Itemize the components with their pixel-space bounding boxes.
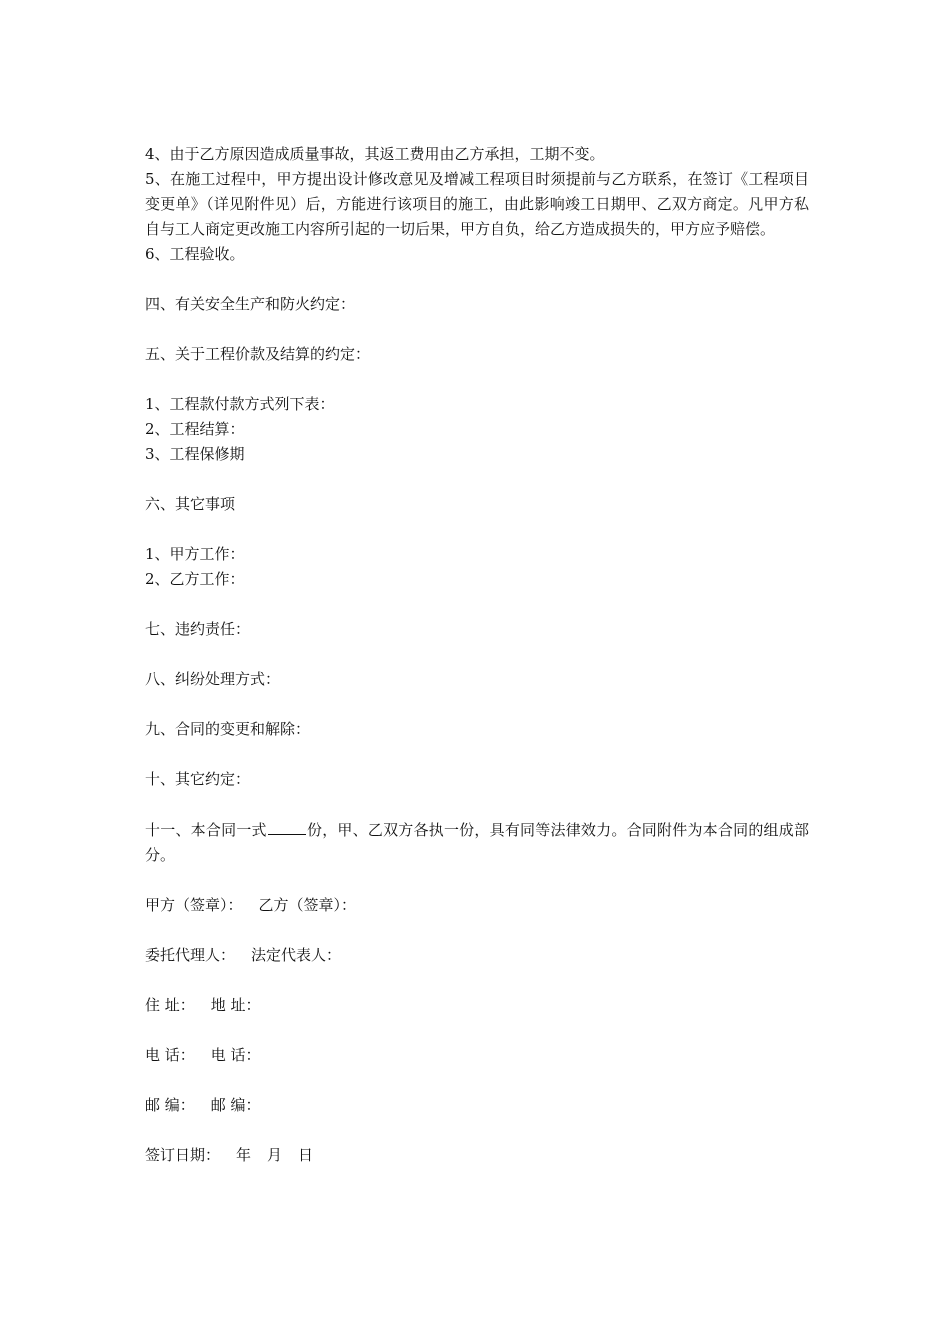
spacer [145, 517, 809, 542]
section-5-item-1: 1、工程款付款方式列下表： [145, 395, 335, 413]
sign-date-label: 签订日期： [145, 1146, 221, 1164]
spacer [145, 968, 809, 993]
date-year-label: 年 [236, 1146, 252, 1164]
phone-row [145, 1043, 809, 1068]
section-8-heading: 八、纠纷处理方式： [145, 670, 281, 688]
zip-b-label: 邮 编： [210, 1096, 261, 1114]
clause-5: 5、在施工过程中，甲方提出设计修改意见及增减工程项目时须提前与乙方联系，在签订《工程项目变更单》（详见附件见）后，方能进行该项目的施工，由此影响竣工日期甲、乙双方商定。凡甲方私自与工人商定更改施工内容所引起的一切后果，甲方自负，给乙方造成损失的，甲方应予赔偿。 [145, 170, 809, 238]
representative-row [145, 943, 809, 968]
party-b-seal-label: 乙方（签章）： [258, 896, 357, 914]
signature-seal-row [145, 893, 809, 918]
section-11-suffix: 份，甲、乙双方各执一份，具有同等法律效力。合同附件为本合同的组成部分。 [145, 821, 809, 864]
section-6-item-2: 2、乙方工作： [145, 570, 245, 588]
spacer [145, 317, 809, 342]
spacer [145, 1018, 809, 1043]
section-10-heading: 十、其它约定： [145, 770, 251, 788]
contract-page [145, 142, 809, 1168]
clause-4: 4、由于乙方原因造成质量事故，其返工费用由乙方承担，工期不变。 [145, 145, 605, 163]
spacer [145, 367, 809, 392]
section-5-item-3: 3、工程保修期 [145, 445, 245, 463]
section-6-item-1: 1、甲方工作： [145, 545, 245, 563]
phone-a-label: 电 话： [145, 1046, 195, 1064]
legal-rep-label: 法定代表人： [251, 946, 342, 964]
address-row [145, 993, 809, 1018]
spacer [145, 592, 809, 617]
section-7-heading: 七、违约责任： [145, 620, 251, 638]
spacer [145, 692, 809, 717]
spacer [145, 742, 809, 767]
spacer [145, 792, 809, 817]
party-a-seal-label: 甲方（签章）： [145, 896, 243, 914]
spacer [145, 467, 809, 492]
section-11-text [145, 817, 809, 868]
spacer [145, 918, 809, 943]
sign-date-row [145, 1143, 809, 1168]
spacer [145, 868, 809, 893]
section-9-heading: 九、合同的变更和解除： [145, 720, 311, 738]
clause-6: 6、工程验收。 [145, 245, 245, 263]
spacer [145, 1068, 809, 1093]
address-label: 地 址： [210, 996, 261, 1014]
spacer [145, 642, 809, 667]
date-day-label: 日 [298, 1146, 314, 1164]
spacer [145, 267, 809, 292]
section-5-heading: 五、关于工程价款及结算的约定： [145, 345, 371, 363]
residence-label: 住 址： [145, 996, 195, 1014]
phone-b-label: 电 话： [210, 1046, 261, 1064]
section-6-heading: 六、其它事项 [145, 495, 236, 513]
section-5-item-2: 2、工程结算： [145, 420, 245, 438]
agent-label: 委托代理人： [145, 946, 236, 964]
zip-row [145, 1093, 809, 1118]
section-4-heading: 四、有关安全生产和防火约定： [145, 295, 356, 313]
date-month-label: 月 [267, 1146, 283, 1164]
section-11-prefix: 十一、本合同一式 [145, 821, 267, 839]
zip-a-label: 邮 编： [145, 1096, 195, 1114]
copies-count-blank[interactable] [268, 817, 306, 835]
spacer [145, 1118, 809, 1143]
